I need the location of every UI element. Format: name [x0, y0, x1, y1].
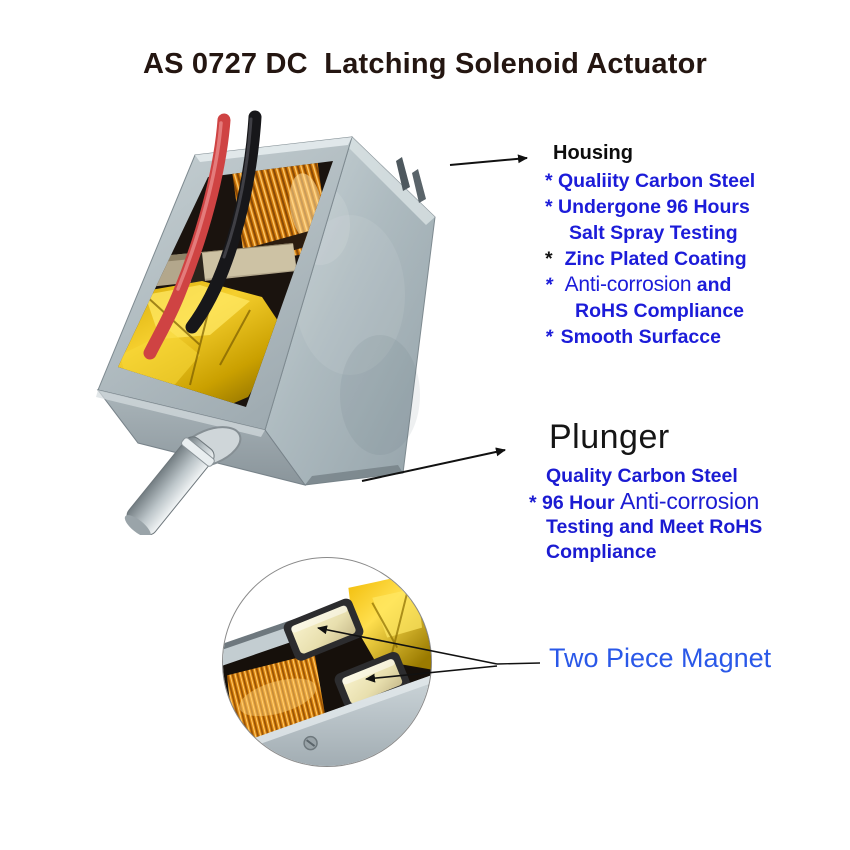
- plunger-label: Plunger: [549, 418, 670, 456]
- magnet-label: Two Piece Magnet: [549, 643, 772, 673]
- plunger-bullet-2: [529, 489, 762, 516]
- housing-bullet-5: [542, 272, 755, 298]
- housing-bullet-1: [545, 168, 755, 194]
- housing-bullet-6: [545, 298, 755, 324]
- bullet-text: Quality Carbon Steel: [546, 465, 738, 487]
- bullet-star: *: [545, 196, 553, 218]
- housing-bullet-4: [545, 246, 755, 272]
- bullet-text: Qualiity Carbon Steel: [558, 170, 756, 192]
- plunger-bullet-4: [529, 540, 762, 565]
- bullet-text: Zinc Plated Coating: [564, 248, 747, 270]
- plunger-bullet-3: [529, 515, 762, 540]
- magnet-detail-icon: [223, 558, 431, 766]
- bullet-star: *: [542, 326, 555, 348]
- bullet-text: Salt Spray Testing: [569, 222, 738, 244]
- bullet-star: *: [545, 248, 553, 270]
- housing-label: Housing: [553, 142, 633, 164]
- housing-bullet-3: [545, 220, 755, 246]
- bullet-text-light: Anti-corrosion: [564, 273, 692, 296]
- bullet-star: *: [542, 274, 555, 296]
- bullet-text: Smooth Surfacce: [560, 326, 721, 348]
- bullet-text: Undergone 96 Hours: [558, 196, 750, 218]
- bullet-text: Testing and Meet RoHS: [546, 516, 763, 538]
- bullet-text-bold: 96 Hour: [542, 491, 621, 514]
- plunger-bullet-1: [529, 464, 762, 489]
- page-title: AS 0727 DC Latching Solenoid Actuator: [142, 48, 708, 80]
- magnet-arrow-tail: [497, 663, 540, 664]
- housing-bullet-2: [545, 194, 755, 220]
- bullet-text: RoHS Compliance: [575, 300, 745, 322]
- bullet-text-bold: and: [691, 274, 732, 296]
- magnet-detail-inset: [222, 557, 432, 767]
- bullet-star: *: [545, 170, 553, 192]
- plunger-feature-list: [529, 464, 762, 564]
- bullet-star: *: [529, 491, 537, 514]
- housing-feature-list: [542, 168, 756, 350]
- bullet-text-light: Anti-corrosion: [620, 487, 760, 514]
- solenoid-photo-icon: [50, 95, 450, 535]
- housing-arrow-icon: [450, 158, 527, 165]
- bullet-text: Compliance: [546, 540, 657, 563]
- housing-bullet-7: [542, 324, 755, 350]
